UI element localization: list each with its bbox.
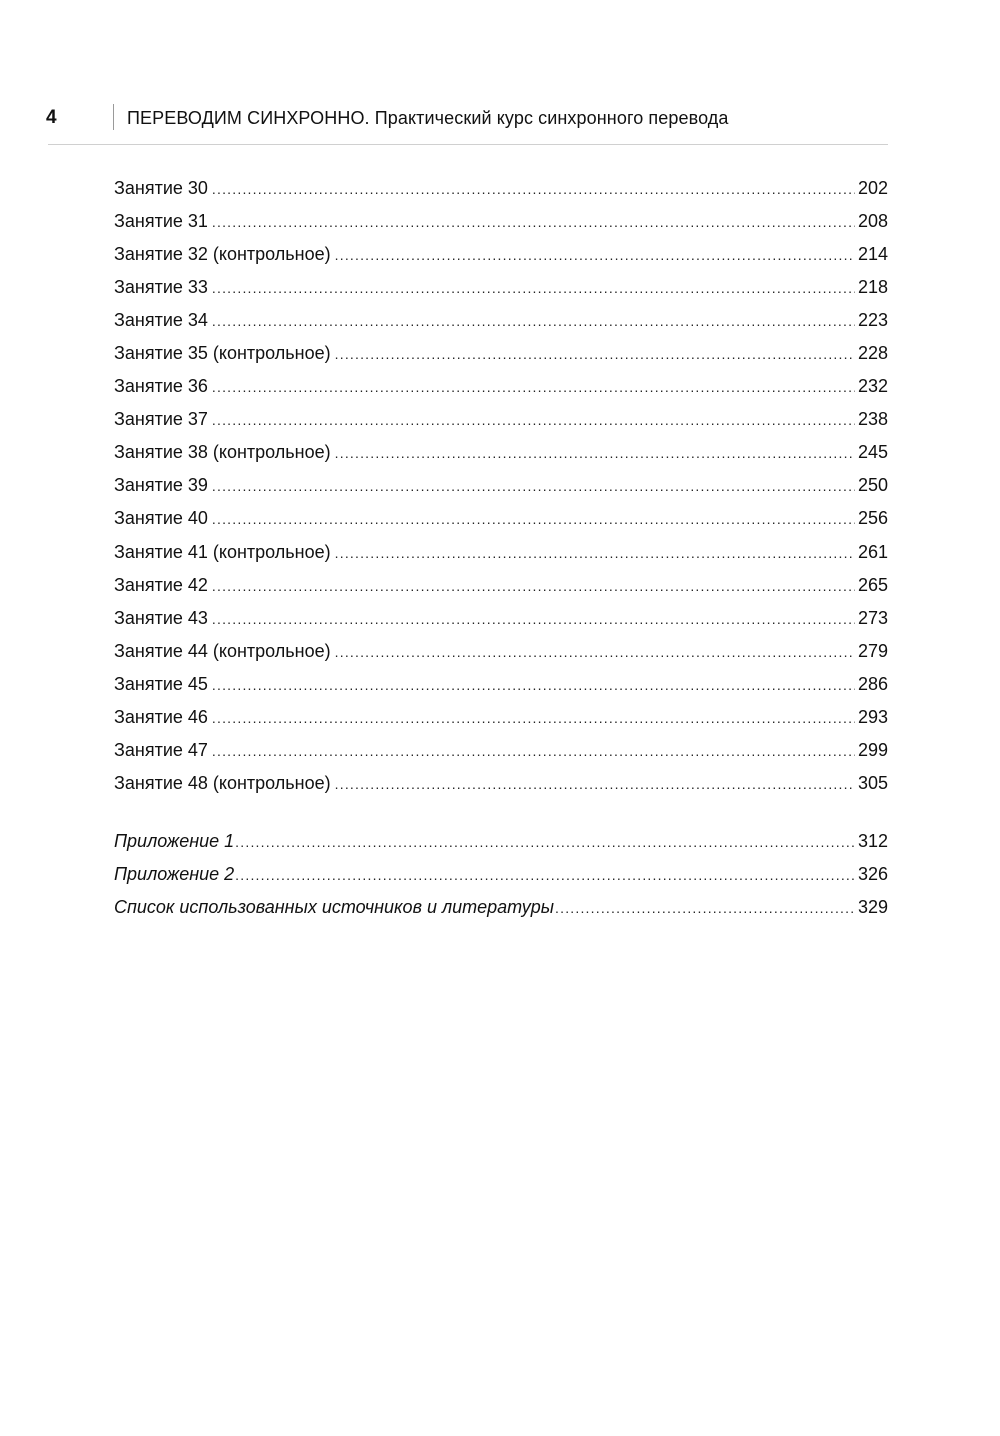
toc-lessons-list bbox=[114, 176, 888, 804]
toc-entry-lesson-36[interactable] bbox=[114, 374, 888, 407]
toc-dot-leader bbox=[335, 640, 855, 664]
toc-entry-label: Занятие 45 bbox=[114, 673, 208, 694]
toc-dot-leader bbox=[335, 342, 855, 366]
toc-dot-leader bbox=[212, 276, 855, 300]
toc-entry-appendix-1[interactable] bbox=[114, 829, 888, 862]
toc-entry-lesson-38[interactable] bbox=[114, 440, 888, 473]
toc-dot-leader bbox=[335, 772, 855, 796]
toc-entry-label: Занятие 31 bbox=[114, 211, 208, 232]
toc-entry-page: 329 bbox=[857, 896, 888, 917]
toc-entry-page: 250 bbox=[857, 475, 888, 496]
toc-entry-label: Занятие 42 bbox=[114, 574, 208, 595]
toc-entry-page: 326 bbox=[857, 863, 888, 884]
toc-entry-label: Занятие 39 bbox=[114, 475, 208, 496]
toc-entry-page: 228 bbox=[857, 343, 888, 364]
toc-dot-leader bbox=[335, 541, 855, 565]
toc-dot-leader bbox=[335, 243, 855, 267]
toc-entry-lesson-33[interactable] bbox=[114, 275, 888, 308]
toc-entry-page: 223 bbox=[857, 310, 888, 331]
toc-entry-label: Занятие 48 (контрольное) bbox=[114, 772, 331, 793]
toc-entry-lesson-37[interactable] bbox=[114, 407, 888, 440]
running-title: ПЕРЕВОДИМ СИНХРОННО. Практический курс синхронного перевода bbox=[127, 108, 729, 128]
toc-entry-page: 286 bbox=[857, 673, 888, 694]
toc-dot-leader bbox=[212, 375, 855, 399]
toc-entry-label: Занятие 32 (контрольное) bbox=[114, 244, 331, 265]
toc-entry-lesson-32[interactable] bbox=[114, 242, 888, 275]
page-header bbox=[0, 100, 1000, 140]
toc-dot-leader bbox=[335, 441, 855, 465]
header-rule bbox=[48, 144, 888, 145]
toc-entry-label: Список использованных источников и литературы bbox=[114, 896, 555, 917]
toc-entry-lesson-45[interactable] bbox=[114, 672, 888, 705]
toc-dot-leader bbox=[212, 408, 855, 432]
toc-dot-leader bbox=[212, 177, 855, 201]
toc-entry-page: 312 bbox=[857, 830, 888, 851]
toc-appendix-list bbox=[114, 829, 888, 928]
toc-entry-lesson-47[interactable] bbox=[114, 738, 888, 771]
toc-dot-leader bbox=[212, 673, 855, 697]
toc-dot-leader bbox=[212, 706, 855, 730]
toc-entry-page: 305 bbox=[857, 772, 888, 793]
toc-entry-appendix-2[interactable] bbox=[114, 862, 888, 895]
toc-entry-label: Занятие 47 bbox=[114, 739, 208, 760]
toc-entry-label: Занятие 37 bbox=[114, 409, 208, 430]
toc-entry-page: 261 bbox=[857, 541, 888, 562]
toc-entry-lesson-35[interactable] bbox=[114, 341, 888, 374]
toc-entry-label: Занятие 38 (контрольное) bbox=[114, 442, 331, 463]
toc-entry-lesson-42[interactable] bbox=[114, 573, 888, 606]
toc-entry-page: 256 bbox=[857, 508, 888, 529]
toc-entry-label: Занятие 41 (контрольное) bbox=[114, 541, 331, 562]
header-divider bbox=[113, 104, 114, 130]
toc-entry-page: 299 bbox=[857, 739, 888, 760]
toc-entry-label: Приложение 1 bbox=[114, 830, 235, 851]
toc-dot-leader bbox=[212, 210, 855, 234]
toc-entry-label: Занятие 40 bbox=[114, 508, 208, 529]
toc-entry-label: Занятие 43 bbox=[114, 607, 208, 628]
toc-dot-leader bbox=[212, 507, 855, 531]
toc-entry-page: 293 bbox=[857, 706, 888, 727]
toc-dot-leader bbox=[212, 739, 855, 763]
toc-entry-page: 232 bbox=[857, 376, 888, 397]
toc-entry-lesson-40[interactable] bbox=[114, 506, 888, 539]
toc-entry-label: Занятие 36 bbox=[114, 376, 208, 397]
table-of-contents bbox=[114, 176, 888, 928]
toc-dot-leader bbox=[555, 896, 855, 920]
toc-entry-page: 238 bbox=[857, 409, 888, 430]
toc-entry-lesson-46[interactable] bbox=[114, 705, 888, 738]
toc-entry-label: Занятие 35 (контрольное) bbox=[114, 343, 331, 364]
toc-entry-page: 245 bbox=[857, 442, 888, 463]
toc-dot-leader bbox=[235, 863, 855, 887]
toc-section-gap bbox=[114, 804, 888, 829]
toc-entry-references[interactable] bbox=[114, 895, 888, 928]
toc-entry-label: Занятие 34 bbox=[114, 310, 208, 331]
toc-entry-lesson-44[interactable] bbox=[114, 639, 888, 672]
toc-dot-leader bbox=[235, 830, 855, 854]
toc-entry-lesson-48[interactable] bbox=[114, 771, 888, 804]
toc-entry-label: Занятие 33 bbox=[114, 277, 208, 298]
toc-entry-label: Занятие 46 bbox=[114, 706, 208, 727]
toc-entry-page: 273 bbox=[857, 607, 888, 628]
toc-entry-label: Занятие 30 bbox=[114, 178, 208, 198]
toc-entry-page: 279 bbox=[857, 640, 888, 661]
toc-dot-leader bbox=[212, 474, 855, 498]
toc-entry-label: Занятие 44 (контрольное) bbox=[114, 640, 331, 661]
toc-entry-lesson-31[interactable] bbox=[114, 209, 888, 242]
toc-entry-page: 202 bbox=[857, 178, 888, 198]
toc-entry-page: 265 bbox=[857, 574, 888, 595]
toc-entry-lesson-41[interactable] bbox=[114, 540, 888, 573]
toc-dot-leader bbox=[212, 309, 855, 333]
toc-entry-page: 214 bbox=[857, 244, 888, 265]
toc-dot-leader bbox=[212, 574, 855, 598]
toc-entry-lesson-34[interactable] bbox=[114, 308, 888, 341]
toc-entry-lesson-39[interactable] bbox=[114, 473, 888, 506]
toc-entry-page: 218 bbox=[857, 277, 888, 298]
page-number: 4 bbox=[46, 107, 57, 128]
toc-entry-page: 208 bbox=[857, 211, 888, 232]
toc-entry-lesson-43[interactable] bbox=[114, 606, 888, 639]
toc-entry-lesson-30[interactable] bbox=[114, 176, 888, 209]
toc-dot-leader bbox=[212, 607, 855, 631]
toc-entry-label: Приложение 2 bbox=[114, 863, 235, 884]
